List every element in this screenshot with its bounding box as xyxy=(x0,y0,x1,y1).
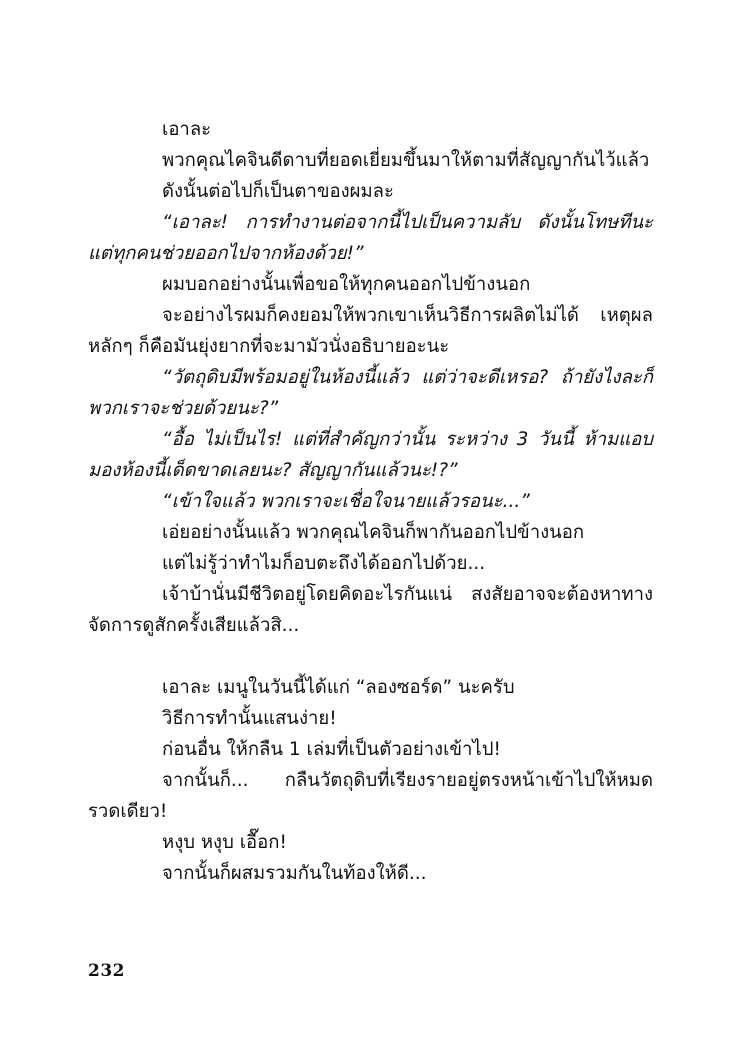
paragraph: ดังนั้นต่อไปก็เป็นตาของผมละ xyxy=(162,181,394,202)
paragraph: พวกคุณไคจินดีดาบที่ยอดเยี่ยมขึ้นมาให้ตามที่สัญญากันไว้แล้ว xyxy=(162,150,650,171)
paragraph: ผมบอกอย่างนั้นเพื่อขอให้ทุกคนออกไปข้างนอก xyxy=(162,274,531,295)
paragraph: แต่ไม่รู้ว่าทำไมก็อบตะถึงได้ออกไปด้วย... xyxy=(162,553,486,574)
paragraph: ก่อนอื่น ให้กลืน 1 เล่มที่เป็นตัวอย่างเข้าไป! xyxy=(162,739,501,760)
paragraph: จะอย่างไรผมก็คงยอมให้พวกเขาเห็นวิธีการผลิตไม่ได้ เหตุผลหลักๆ ก็คือมันยุ่งยากที่จะมามัวนั่งอธิบายอะนะ xyxy=(88,305,653,357)
dialogue-paragraph: “วัตถุดิบมีพร้อมอยู่ในห้องนี้แล้ว แต่ว่าจะดีเหรอ? ถ้ายังไงละก็พวกเราจะช่วยด้วยนะ?” xyxy=(88,367,653,419)
paragraph: หงุบ หงุบ เอื๊อก! xyxy=(162,832,287,853)
paragraph: เอาละ xyxy=(162,119,212,140)
dialogue-paragraph: “เอาละ! การทำงานต่อจากนี้ไปเป็นความลับ ดังนั้นโทษทีนะแต่ทุกคนช่วยออกไปจากห้องด้วย!” xyxy=(88,212,653,264)
paragraph: เอาละ เมนูในวันนี้ได้แก่ “ลองซอร์ด” นะครับ xyxy=(162,677,515,698)
paragraph: เอ่ยอย่างนั้นแล้ว พวกคุณไคจินก็พากันออกไปข้างนอก xyxy=(162,522,585,543)
paragraph: วิธีการทำนั้นแสนง่าย! xyxy=(162,708,337,729)
body-text xyxy=(88,114,653,889)
dialogue-paragraph: “เข้าใจแล้ว พวกเราจะเชื่อใจนายแล้วรอนะ...” xyxy=(162,491,530,512)
page-number: 232 xyxy=(88,961,125,981)
paragraph: จากนั้นก็ผสมรวมกันในท้องให้ดี... xyxy=(162,863,427,884)
paragraph: จากนั้นก็... กลืนวัตถุดิบที่เรียงรายอยู่ตรงหน้าเข้าไปให้หมดรวดเดียว! xyxy=(88,770,653,822)
dialogue-paragraph: “อื้อ ไม่เป็นไร! แต่ที่สำคัญกว่านั้น ระหว่าง 3 วันนี้ ห้ามแอบมองห้องนี้เด็ดขาดเลยนะ? สัญญากันแล้วนะ!?” xyxy=(88,429,653,481)
scene-break xyxy=(88,641,653,672)
paragraph: เจ้าบ้านั่นมีชีวิตอยู่โดยคิดอะไรกันแน่ สงสัยอาจจะต้องหาทางจัดการดูสักครั้งเสียแล้วสิ... xyxy=(88,584,653,636)
